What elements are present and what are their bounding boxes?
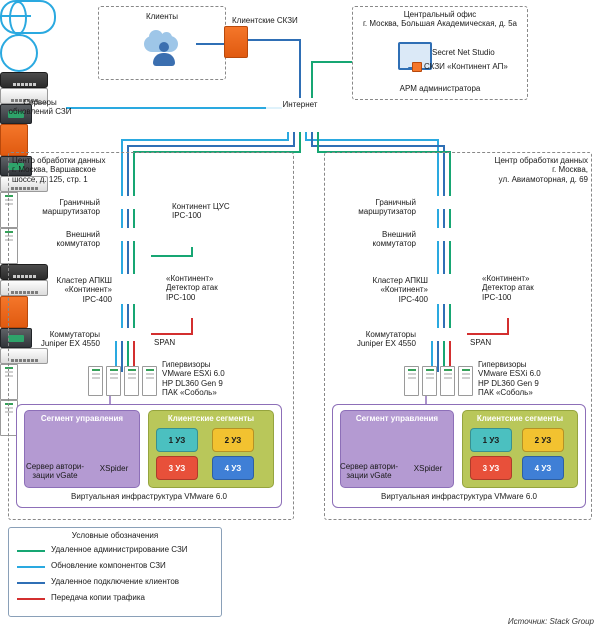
- hypervisor-server[interactable]: [440, 366, 455, 396]
- update-servers-label: Серверы обновлений СЗИ: [8, 98, 72, 117]
- juniper-switch-left-label: Коммутаторы Juniper EX 4550: [40, 330, 100, 349]
- juniper-switch-right-label: Коммутаторы Juniper EX 4550: [356, 330, 416, 349]
- hypervisor-server[interactable]: [458, 366, 473, 396]
- virt-infra-right-label: Виртуальная инфраструктура VMware 6.0: [381, 492, 537, 501]
- legend-swatch-4: [17, 598, 45, 600]
- hypervisor-server[interactable]: [106, 366, 121, 396]
- user-icon: [151, 42, 177, 68]
- hypervisors-right-group: [404, 366, 476, 396]
- mgmt-segment-right-label: Сегмент управления: [355, 414, 439, 423]
- virt-infra-left-label: Виртуальная инфраструктура VMware 6.0: [71, 492, 227, 501]
- xspider-right-label: XSpider: [413, 464, 443, 473]
- hypervisor-server[interactable]: [422, 366, 437, 396]
- uz-4-left[interactable]: 4 УЗ: [212, 456, 254, 480]
- legend-label-2: Обновление компонентов СЗИ: [51, 561, 166, 570]
- hypervisors-right-label: Гипервизоры VMware ESXi 6.0 HP DL360 Gen 9 ПАК «Соболь»: [478, 360, 541, 398]
- internet-label: Интернет: [266, 100, 334, 109]
- hypervisor-server[interactable]: [142, 366, 157, 396]
- client-skzi-label: Клиентские СКЗИ: [232, 16, 298, 25]
- legend-swatch-1: [17, 550, 45, 552]
- skzi-ap-icon: [412, 62, 422, 72]
- source-credit: Источник: Stack Group: [507, 617, 594, 626]
- admin-workstation-label: АРМ администратора: [399, 84, 481, 93]
- hypervisor-server[interactable]: [404, 366, 419, 396]
- datacenter-left-title: Центр обработки данных г. Москва, Варшавское шоссе, д. 125, стр. 1: [12, 156, 106, 184]
- uz-1-right[interactable]: 1 УЗ: [470, 428, 512, 452]
- mgmt-segment-left-label: Сегмент управления: [40, 414, 124, 423]
- external-switch-left-label: Внешний коммутатор: [56, 230, 100, 249]
- cluster-apksh-right-label: Кластер АПКШ «Континент» IPC-400: [372, 276, 428, 304]
- uz-3-left[interactable]: 3 УЗ: [156, 456, 198, 480]
- client-segments-left-label: Клиентские сегменты: [167, 414, 255, 423]
- legend-label-4: Передача копии трафика: [51, 593, 145, 602]
- uz-2-left[interactable]: 2 УЗ: [212, 428, 254, 452]
- kontinent-cus-label: Континент ЦУС IPC-100: [172, 202, 230, 221]
- legend-label-1: Удаленное администрирование СЗИ: [51, 545, 188, 554]
- secret-net-label: Secret Net Studio: [432, 48, 495, 57]
- uz-3-right[interactable]: 3 УЗ: [470, 456, 512, 480]
- datacenter-right-title: Центр обработки данных г. Москва, ул. Авиамоторная, д. 69: [494, 156, 588, 184]
- cluster-apksh-left-label: Кластер АПКШ «Континент» IPC-400: [56, 276, 112, 304]
- legend-title: Условные обозначения: [71, 531, 159, 540]
- uz-1-left[interactable]: 1 УЗ: [156, 428, 198, 452]
- ids-right-label: «Континент» Детектор атак IPC-100: [482, 274, 534, 302]
- legend-label-3: Удаленное подключение клиентов: [51, 577, 180, 586]
- skzi-ap-label: СКЗИ «Континент АП»: [424, 62, 508, 71]
- clients-label: Клиенты: [145, 12, 179, 21]
- hypervisors-left-group: [88, 366, 160, 396]
- hypervisor-server[interactable]: [124, 366, 139, 396]
- central-office-title: Центральный офис г. Москва, Большая Академическая, д. 5а: [362, 10, 517, 29]
- legend-box: [8, 527, 222, 617]
- uz-4-right[interactable]: 4 УЗ: [522, 456, 564, 480]
- hypervisor-server[interactable]: [88, 366, 103, 396]
- border-router-right-label: Граничный маршрутизатор: [358, 198, 416, 217]
- legend-swatch-3: [17, 582, 45, 584]
- external-switch-right-label: Внешний коммутатор: [372, 230, 416, 249]
- vgate-right-label: Сервер автори- зации vGate: [339, 462, 399, 481]
- span-right-label: SPAN: [470, 338, 492, 347]
- legend-swatch-2: [17, 566, 45, 568]
- span-left-label: SPAN: [154, 338, 176, 347]
- client-skzi-device[interactable]: [224, 26, 248, 58]
- client-segments-right-label: Клиентские сегменты: [476, 414, 564, 423]
- border-router-left-label: Граничный маршрутизатор: [42, 198, 100, 217]
- vgate-left-label: Сервер автори- зации vGate: [25, 462, 85, 481]
- xspider-left-label: XSpider: [99, 464, 129, 473]
- ids-left-label: «Континент» Детектор атак IPC-100: [166, 274, 218, 302]
- hypervisors-left-label: Гипервизоры VMware ESXi 6.0 HP DL360 Gen 9 ПАК «Соболь»: [162, 360, 225, 398]
- uz-2-right[interactable]: 2 УЗ: [522, 428, 564, 452]
